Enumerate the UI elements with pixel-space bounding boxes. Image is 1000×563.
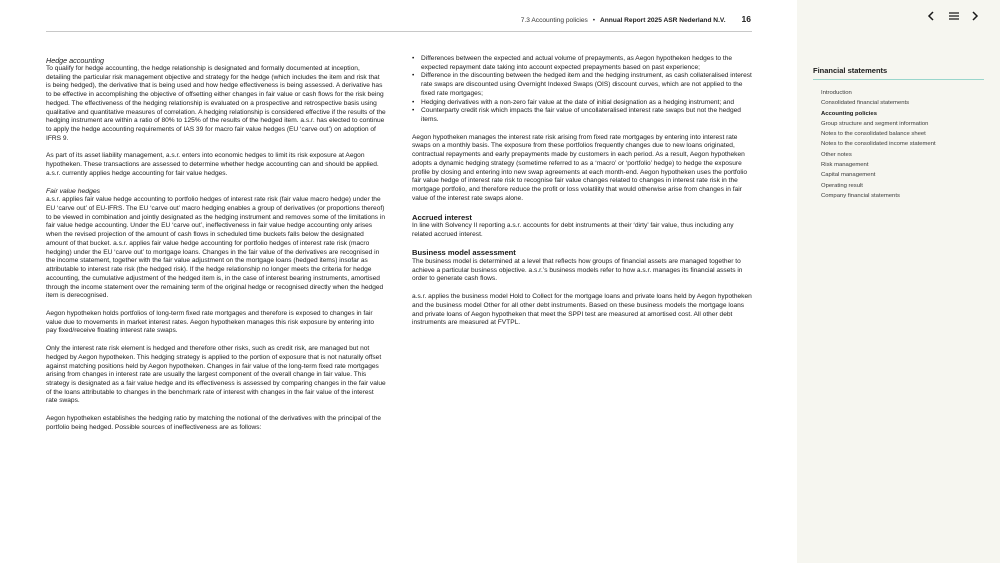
toc-item-notes-balance-sheet[interactable]: Notes to the consolidated balance sheet bbox=[821, 131, 926, 138]
chevron-right-icon[interactable] bbox=[968, 9, 982, 23]
chevron-left-icon[interactable] bbox=[924, 9, 938, 23]
header-report-title: Annual Report 2025 ASR Nederland N.V. bbox=[599, 17, 726, 24]
paragraph: The business model is determined at a level that reflects how groups of financial assets are managed together to achieve a particular business objective. a.s.r.’s business models refer to how a.s.r. manages its financial assets in order to generate cash flows. bbox=[412, 257, 743, 283]
right-column bbox=[412, 55, 752, 337]
paragraph: Aegon hypotheken manages the interest rate risk arising from fixed rate mortgages by entering into interest rate swaps on a monthly basis. The exposure from these portfolios frequently changes due to new loans originated, contractual repayments and early prepayments made by customers in each period. As a result, Aegon hypotheken adopts a dynamic hedging strategy (sometime referred to as a ‘macro’ or ‘portfolio’ hedge) to hedge the exposure profile by closing and entering into new swap agreements at each month-end. Aegon hypotheken uses the portfolio fair value hedge of interest rate risk to recognise fair value changes related to changes in interest rate risk in the mortgage portfolio, and therefore reduce the profit or loss volatility that would otherwise arise from changes in fair value of the interest rate swaps alone. bbox=[412, 133, 748, 202]
toc-item-notes-income-statement[interactable]: Notes to the consolidated income statement bbox=[821, 141, 936, 148]
toc-item-risk-management[interactable]: Risk management bbox=[821, 162, 869, 169]
sidebar-title: Financial statements bbox=[813, 66, 984, 80]
toc-item-operating-result[interactable]: Operating result bbox=[821, 182, 863, 189]
heading-accrued-interest: Accrued interest bbox=[412, 212, 472, 222]
navigation-sidebar bbox=[797, 0, 1000, 563]
header-separator: • bbox=[592, 18, 595, 24]
list-item: • Counterparty credit risk which impacts the fair value of uncollateralised interest rate swaps but not the hedged items. bbox=[412, 107, 752, 124]
toc-item-company-financial-statements[interactable]: Company financial statements bbox=[821, 192, 900, 199]
toc-item-consolidated-financial-statements[interactable]: Consolidated financial statements bbox=[821, 100, 910, 107]
heading-business-model-assessment: Business model assessment bbox=[412, 248, 516, 258]
list-item: • Differences between the expected and actual volume of prepayments, as Aegon hypotheken hedges to the expected repayment date taking into account expected prepayments based on past experience; bbox=[412, 55, 752, 72]
paragraph: Aegon hypotheken establishes the hedging ratio by matching the notional of the derivatives with the principal of the portfolio being hedged. Possible sources of ineffectiveness are as follows: bbox=[46, 415, 382, 431]
left-column bbox=[46, 56, 386, 442]
paragraph: Only the interest rate risk element is hedged and therefore other risks, such as credit risk, are managed but not hedged by Aegon hypotheken. This hedging strategy is applied to the portion of exposure that is not naturally offset against matching positions held by Aegon hypotheken. Changes in fair value of the long-term fixed rate mortgages arising from changes in interest rate are usually the largest component of the overall change in fair value. This strategy is designated as a fair value hedge and its effectiveness is assessed by comparing changes in the fair value of the loans attributable to changes in the benchmark rate of interest with changes in the fair value of the interest rate swaps. bbox=[46, 345, 386, 405]
paragraph: Aegon hypotheken holds portfolios of long-term fixed rate mortgages and therefore is exposed to changes in fair value due to movements in market interest rates. Aegon hypotheken manages this risk exposure by entering into pay fixed/receive floating interest rate swaps. bbox=[46, 309, 375, 335]
paragraph: To qualify for hedge accounting, the hedge relationship is designated and formally documented at inception, detailing the particular risk management objective and strategy for the hedge (which includes the item and risk that is being hedged), the derivative that is being used and how hedge effectiveness is being assessed. A derivative has to be effective in accomplishing the objective of offsetting either changes in fair value or cash flows for the risk being hedged. The effectiveness of the hedging relationship is evaluated on a prospective and retrospective basis using qualitative and quantitative measures of correlation. A hedging relationship is considered effective if the results of the hedging instrument are within a ratio of 80% to 125% of the results of the hedged item. a.s.r. has elected to continue to apply the hedge accounting requirements of IAS 39 for macro fair value hedges (EU ‘carve out’) on adoption of IFRS 9. bbox=[46, 65, 386, 142]
toc-item-capital-management[interactable]: Capital management bbox=[821, 172, 876, 179]
paragraph: In line with Solvency II reporting a.s.r. accounts for debt instruments at their ‘dirty’ fair value, thus including any related accrued interest. bbox=[412, 222, 734, 238]
toc-item-group-structure[interactable]: Group structure and segment information bbox=[821, 120, 929, 127]
ineffectiveness-sources-list bbox=[412, 55, 752, 125]
paragraph: As part of its asset liability management, a.s.r. enters into economic hedges to limit its risk exposure at Aegon hypotheken. These transactions are assessed to determine whether hedge accounting can and should be applied. a.s.r. currently applies hedge accounting for fair value hedges. bbox=[46, 152, 379, 177]
table-of-contents bbox=[821, 88, 936, 201]
page-number: 16 bbox=[741, 14, 751, 24]
list-item: • Difference in the discounting between the hedged item and the hedging instrument, as cash collateralised interest rate swaps are discounted using Overnight Indexed Swaps (OIS) discount curves, which are not applied to the fixed rate mortgages; bbox=[412, 72, 752, 98]
heading-hedge-accounting: Hedge accounting bbox=[46, 56, 104, 65]
toc-item-accounting-policies[interactable]: Accounting policies bbox=[821, 110, 877, 117]
paragraph: a.s.r. applies fair value hedge accounting to portfolio hedges of interest rate risk (fair value macro hedge) under the EU ‘carve out’ of EU-IFRS. The EU ‘carve out’ macro hedging enables a group of derivatives (or proportions thereof) to be viewed in combination and jointly designated as the hedging instrument and removes some of the limitations in fair value hedge accounting. Under the EU ‘carve out’, ineffectiveness in fair value hedge accounting only arises when the revised projection of the amount of cash flows in scheduled time buckets falls below the designated amount of that bucket. a.s.r. applies fair value hedge accounting for portfolio hedges of interest rate risk (macro hedging) under the EU ‘carve out’ to mortgage loans. Changes in the fair value of the derivatives are recognised in the income statement, together with the fair value adjustment on the mortgage loans (hedged items) insofar as attributable to interest rate risk (the hedged risk). If the hedge relationship no longer meets the criteria for hedge accounting, the cumulative adjustment of the hedged item is, in the case of interest bearing instruments, amortised through the income statement over the remaining term of the original hedge or recognised directly when the hedged item is derecognised. bbox=[46, 196, 386, 300]
list-item: • Hedging derivatives with a non-zero fair value at the date of initial designation as a hedging instrument; and bbox=[412, 99, 752, 108]
page-header bbox=[46, 0, 752, 32]
header-text bbox=[521, 14, 751, 24]
paragraph: a.s.r. applies the business model Hold to Collect for the mortgage loans and private loans held by Aegon hypotheken and the business model Other for all other debt instruments. Based on these business models the mortgage loans and private loans of Aegon hypotheken that meet the SPPI test are measured at amortised cost. All other debt instruments are measured at FVTPL. bbox=[412, 293, 752, 327]
menu-icon[interactable] bbox=[947, 9, 961, 23]
heading-fair-value-hedges: Fair value hedges bbox=[46, 187, 101, 195]
header-section: 7.3 Accounting policies bbox=[520, 17, 588, 24]
toc-item-other-notes[interactable]: Other notes bbox=[821, 151, 852, 158]
toc-item-introduction[interactable]: Introduction bbox=[821, 90, 852, 96]
